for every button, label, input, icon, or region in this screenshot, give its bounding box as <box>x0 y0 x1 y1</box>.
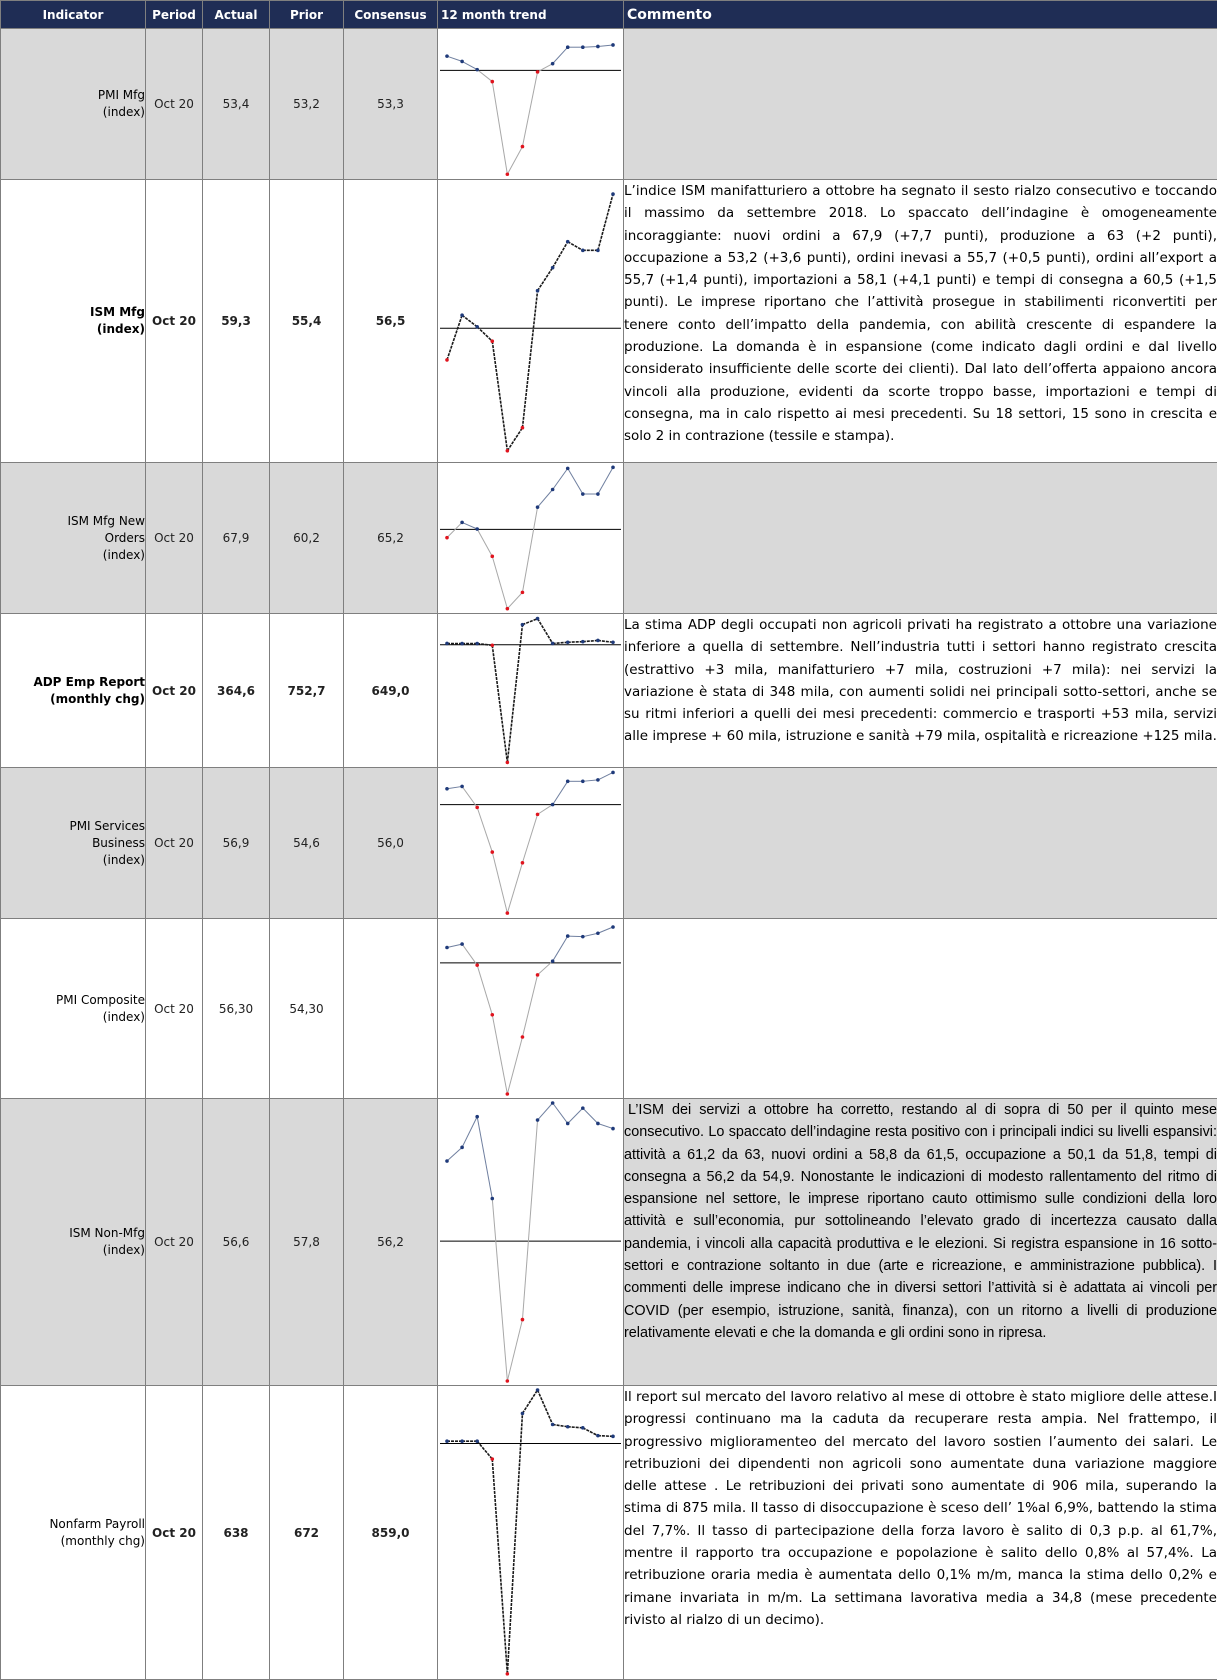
indicator-unit: (index) <box>1 1242 145 1259</box>
trend-point <box>536 813 540 817</box>
indicator-label: ISM Mfg <box>1 304 145 321</box>
trend-point <box>475 806 479 810</box>
trend-point <box>596 1122 600 1126</box>
prior-value: 672 <box>270 1386 344 1680</box>
table-row-pmi-services <box>1 768 1217 919</box>
trend-segment <box>553 468 568 489</box>
trend-segment <box>538 268 553 291</box>
trend-point <box>536 973 540 977</box>
trend-segment <box>598 194 613 250</box>
trend-chart <box>438 768 623 918</box>
indicator-unit: (index) <box>1 1009 145 1026</box>
trend-segment <box>462 315 477 327</box>
table-row-ism-mfg <box>1 180 1217 463</box>
trend-segment <box>553 642 568 643</box>
trend-point <box>566 934 570 938</box>
trend-segment <box>538 1390 553 1425</box>
actual-value: 56,9 <box>203 768 270 919</box>
trend-point <box>506 607 510 611</box>
actual-value: 638 <box>203 1386 270 1680</box>
trend-segment <box>583 46 598 47</box>
header-indicator: Indicator <box>1 1 146 29</box>
trend-segment <box>492 82 507 175</box>
trend-point <box>445 1159 449 1163</box>
trend-segment <box>477 327 492 341</box>
prior-value: 53,2 <box>270 29 344 180</box>
actual-value: 364,6 <box>203 614 270 768</box>
actual-value: 59,3 <box>203 180 270 463</box>
trend-segment <box>447 786 462 788</box>
trend-point <box>521 145 525 149</box>
table-row-ism-non-mfg <box>1 1099 1217 1386</box>
indicator-label: ADP Emp Report <box>1 674 145 691</box>
indicator-label: ISM Mfg New <box>1 513 145 530</box>
trend-point <box>475 963 479 967</box>
actual-value: 53,4 <box>203 29 270 180</box>
consensus-value <box>344 919 438 1099</box>
trend-point <box>566 1425 570 1429</box>
trend-segment <box>598 640 613 642</box>
trend-segment <box>462 1117 477 1148</box>
trend-point <box>536 70 540 74</box>
trend-segment <box>568 1108 583 1123</box>
indicator-name <box>1 180 146 463</box>
trend-segment <box>522 1120 537 1320</box>
trend-point <box>475 68 479 72</box>
trend-cell <box>438 614 624 768</box>
trend-point <box>490 850 494 854</box>
table-row-pmi-composite <box>1 919 1217 1099</box>
indicator-label: Nonfarm Payroll <box>1 1516 145 1533</box>
trend-segment <box>507 1037 522 1094</box>
indicator-name <box>1 919 146 1099</box>
trend-point <box>596 492 600 496</box>
trend-segment <box>598 1436 613 1437</box>
trend-segment <box>522 619 537 625</box>
trend-point <box>566 780 570 784</box>
comment-text: Il report sul mercato del lavoro relativo al mese di ottobre è stato migliore delle attese.I progressi continuano ma la caduta da recuperare resta ampia. Nel frattempo, il progressivo miglioramenteo del mercato del lavoro sostien l’aumento dei salari. Le retribuzioni dei dipendenti non agricoli sono aumentate duna variazione maggiore delle attese . Le retribuzioni dei privati sono aumentate di 906 mila, superando la stima di 875 mila. Il tasso di disoccupazione è sceso dell’ 1%al 6,9%, battendo la stima del 7,7%. Il tasso di partecipazione della forza lavoro è salito di 0,3 p.p. al 61,7%, mentre il rapporto tra occupazione e popolazione è salito dello 0,8% al 57,4%. La retribuzione oraria media è aumentata dello 0,1% m/m, manca la stima dello 0,2% e rimane invariata in m/m. La settimana lavorativa media a 34,8 (mese precedente rivisto al rialzo di un decimo). <box>624 1386 1217 1680</box>
trend-point <box>596 249 600 253</box>
trend-point <box>581 640 585 644</box>
trend-segment <box>522 507 537 592</box>
consensus-value: 53,3 <box>344 29 438 180</box>
trend-point <box>506 1379 510 1383</box>
comment-text <box>624 768 1217 919</box>
trend-segment <box>522 814 537 862</box>
trend-segment <box>492 1199 507 1381</box>
comment-text <box>624 463 1217 614</box>
trend-segment <box>507 1320 522 1381</box>
trend-point <box>581 1106 585 1110</box>
trend-point <box>460 942 464 946</box>
trend-segment <box>583 933 598 936</box>
indicator-name <box>1 614 146 768</box>
trend-segment <box>507 592 522 608</box>
trend-point <box>506 172 510 176</box>
trend-point <box>460 60 464 64</box>
period-value: Oct 20 <box>146 614 203 768</box>
table-row-nonfarm-payroll <box>1 1386 1217 1680</box>
trend-segment <box>553 781 568 804</box>
trend-segment <box>583 1428 598 1436</box>
actual-value: 56,6 <box>203 1099 270 1386</box>
indicator-name <box>1 1386 146 1680</box>
trend-point <box>581 935 585 939</box>
trend-segment <box>507 1413 522 1674</box>
trend-point <box>551 803 555 807</box>
trend-point <box>521 591 525 595</box>
consensus-value: 56,5 <box>344 180 438 463</box>
trend-chart <box>438 463 623 613</box>
trend-point <box>551 642 555 646</box>
indicator-unit: (monthly chg) <box>1 1533 145 1550</box>
trend-segment <box>507 863 522 913</box>
period-value: Oct 20 <box>146 180 203 463</box>
trend-segment <box>447 944 462 947</box>
trend-cell <box>438 29 624 180</box>
trend-segment <box>583 780 598 781</box>
indicator-unit: (monthly chg) <box>1 691 145 708</box>
trend-point <box>596 1434 600 1438</box>
trend-point <box>551 1423 555 1427</box>
prior-value: 55,4 <box>270 180 344 463</box>
trend-point <box>490 1013 494 1017</box>
trend-cell <box>438 463 624 614</box>
indicator-label: PMI Mfg <box>1 87 145 104</box>
trend-segment <box>447 522 462 537</box>
trend-point <box>611 771 615 775</box>
trend-segment <box>583 640 598 641</box>
trend-segment <box>462 522 477 529</box>
period-value: Oct 20 <box>146 1386 203 1680</box>
trend-cell <box>438 1099 624 1386</box>
trend-point <box>490 1457 494 1461</box>
trend-segment <box>477 1117 492 1199</box>
trend-segment <box>538 1103 553 1120</box>
trend-point <box>475 325 479 329</box>
trend-segment <box>492 341 507 451</box>
trend-point <box>506 1672 510 1676</box>
trend-segment <box>522 975 537 1037</box>
trend-segment <box>447 315 462 360</box>
trend-segment <box>538 805 553 815</box>
trend-point <box>566 240 570 244</box>
trend-segment <box>538 490 553 508</box>
header-period: Period <box>146 1 203 29</box>
trend-point <box>521 426 525 430</box>
trend-point <box>566 45 570 49</box>
trend-point <box>581 45 585 49</box>
trend-segment <box>522 72 537 147</box>
consensus-value: 65,2 <box>344 463 438 614</box>
trend-segment <box>492 1459 507 1674</box>
actual-value: 67,9 <box>203 463 270 614</box>
trend-segment <box>598 467 613 494</box>
trend-segment <box>507 147 522 175</box>
actual-value: 56,30 <box>203 919 270 1099</box>
trend-point <box>445 946 449 950</box>
trend-point <box>596 639 600 643</box>
trend-segment <box>538 619 553 644</box>
trend-point <box>551 62 555 66</box>
period-value: Oct 20 <box>146 29 203 180</box>
table-row-adp-emp-report <box>1 614 1217 768</box>
trend-point <box>596 45 600 49</box>
consensus-value: 859,0 <box>344 1386 438 1680</box>
trend-segment <box>598 45 613 46</box>
indicator-label-2: Orders <box>1 530 145 547</box>
trend-segment <box>553 242 568 268</box>
consensus-value: 56,2 <box>344 1099 438 1386</box>
trend-point <box>611 1435 615 1439</box>
trend-point <box>551 1101 555 1105</box>
prior-value: 54,30 <box>270 919 344 1099</box>
trend-segment <box>522 291 537 428</box>
trend-cell <box>438 1386 624 1680</box>
trend-cell <box>438 768 624 919</box>
table-row-ism-mfg-new-orders <box>1 463 1217 614</box>
trend-segment <box>568 936 583 937</box>
trend-point <box>475 642 479 646</box>
trend-chart <box>438 1386 623 1679</box>
trend-point <box>475 527 479 531</box>
trend-segment <box>492 645 507 762</box>
trend-point <box>581 780 585 784</box>
trend-point <box>490 80 494 84</box>
indicator-label: PMI Services <box>1 818 145 835</box>
period-value: Oct 20 <box>146 768 203 919</box>
comment-text: L’indice ISM manifatturiero a ottobre ha segnato il sesto rialzo consecutivo e toccando il massimo da settembre 2018. Lo spaccato dell’indagine è omogeneamente incoraggiante: nuovi ordini a 67,9 (+7,7 punti), produzione a 63 (+2 punti), occupazione a 53,2 (+3,6 punti), ordini inevasi a 55,7 (+0,5 punti), ordini all’export a 55,7 (+1,4 punti), importazioni a 58,1 (+4,1 punti) e tempi di consegna a 60,5 (+1,5 punti). Le imprese riportano che l’attività prosegue in stabilimenti riconvertiti per tenere conto dell’impatto della pandemia, con abilità crescente di espandere la produzione. La domanda è in espansione (come indicato dagli ordini e dal livello considerato insufficiente delle scorte dei clienti). Dal lato dell’offerta appaiono ancora vincoli alla produzione, evidenti da scorte troppo basse, importazioni e tempi di consegna, ma in calo rispetto ai mesi precedenti. Su 18 settori, 15 sono in crescita e solo 2 in contrazione (tessile e stampa). <box>624 180 1217 463</box>
trend-point <box>506 1092 510 1096</box>
trend-point <box>581 1426 585 1430</box>
trend-point <box>551 488 555 492</box>
trend-chart <box>438 1099 623 1385</box>
trend-segment <box>492 852 507 913</box>
trend-point <box>536 1388 540 1392</box>
indicator-name <box>1 768 146 919</box>
trend-point <box>490 555 494 559</box>
trend-point <box>475 1115 479 1119</box>
trend-segment <box>477 70 492 82</box>
trend-segment <box>477 529 492 556</box>
trend-segment <box>507 625 522 763</box>
prior-value: 57,8 <box>270 1099 344 1386</box>
trend-point <box>611 925 615 929</box>
trend-point <box>490 339 494 343</box>
trend-segment <box>598 927 613 933</box>
trend-point <box>536 289 540 293</box>
trend-chart <box>438 29 623 179</box>
trend-point <box>521 623 525 627</box>
comment-text: L’ISM dei servizi a ottobre ha corretto, restando al di sopra di 50 per il quinto mese consecutivo. Lo spaccato dell’indagine resta positivo con i principali indici su livelli espansivi: attività a 61,2 da 63, nuovi ordini a 58,8 da 61,5, occupazione a 50,1 da 51,8, tempi di consegna a 56,2 da 54,9. Nonostante le indicazioni di modesto rallentamento del ritmo di espansione nel settore, le imprese riportano cauto ottimismo sulle condizioni della loro attività e sull’economia, pur sottolineando l’elevato grado di incertezza causato dalla pandemia, i vincoli alla capacità produttiva e le elezioni. Si registra espansione in 16 sotto-settori e contrazione soltanto in due (arte e ricreazione, e amministrazione pubblica). I commenti delle imprese indicano che in diversi settori l’attività si è adattata ai vincoli per COVID (per esempio, istruzione, sanità, finanza), con un ritorno a livelli di produzione relativamente elevati e che la domanda e gli ordini sono in ripresa. <box>624 1099 1217 1386</box>
trend-point <box>611 466 615 470</box>
indicator-label-2: Business <box>1 835 145 852</box>
indicator-unit: (index) <box>1 852 145 869</box>
trend-segment <box>492 556 507 608</box>
trend-segment <box>553 1425 568 1427</box>
consensus-value: 649,0 <box>344 614 438 768</box>
header-comment: Commento <box>624 1 1217 29</box>
trend-point <box>506 449 510 453</box>
trend-point <box>445 642 449 646</box>
header-row <box>1 1 1217 29</box>
trend-point <box>596 931 600 935</box>
period-value: Oct 20 <box>146 1099 203 1386</box>
trend-segment <box>568 1427 583 1428</box>
trend-segment <box>507 428 522 451</box>
trend-point <box>611 640 615 644</box>
trend-point <box>506 761 510 765</box>
comment-text <box>624 919 1217 1099</box>
trend-segment <box>568 242 583 251</box>
indicator-name <box>1 1099 146 1386</box>
trend-point <box>445 787 449 791</box>
prior-value: 60,2 <box>270 463 344 614</box>
trend-segment <box>583 1108 598 1123</box>
trend-point <box>460 1146 464 1150</box>
trend-segment <box>447 56 462 61</box>
trend-point <box>475 1439 479 1443</box>
indicator-label: ISM Non-Mfg <box>1 1225 145 1242</box>
trend-segment <box>553 936 568 961</box>
comment-text: La stima ADP degli occupati non agricoli privati ha registrato a ottobre una variazione inferiore a quella di settembre. Nell’industria tutti i settori hanno registrato crescita (estrattivo +3 mila, manifatturiero +7 mila, costruzioni +7 mila): nei servizi la variazione è stata di 348 mila, con aumenti solidi nei principali sotto-settori, anche se su ritmi inferiori a quelli dei mesi precedenti: commercio e trasporti +53 mila, servizi alle imprese + 60 mila, istruzione e sanità +79 mila, ospitalità e ricreazione +125 mila. <box>624 614 1217 768</box>
trend-segment <box>492 1015 507 1094</box>
prior-value: 54,6 <box>270 768 344 919</box>
trend-point <box>611 192 615 196</box>
trend-point <box>536 505 540 509</box>
trend-point <box>611 1127 615 1131</box>
trend-point <box>596 778 600 782</box>
indicator-label: PMI Composite <box>1 992 145 1009</box>
trend-chart <box>438 614 623 767</box>
indicator-unit: (index) <box>1 547 145 564</box>
trend-point <box>460 313 464 317</box>
trend-point <box>551 266 555 270</box>
trend-point <box>490 1197 494 1201</box>
trend-segment <box>553 47 568 63</box>
indicator-name <box>1 463 146 614</box>
trend-segment <box>447 1147 462 1161</box>
trend-point <box>566 467 570 471</box>
trend-point <box>445 54 449 58</box>
trend-point <box>536 617 540 621</box>
trend-segment <box>477 965 492 1015</box>
trend-segment <box>598 1123 613 1128</box>
comment-text <box>624 29 1217 180</box>
trend-point <box>581 249 585 253</box>
trend-point <box>581 492 585 496</box>
trend-segment <box>522 1390 537 1413</box>
period-value: Oct 20 <box>146 919 203 1099</box>
trend-point <box>460 785 464 789</box>
trend-point <box>611 43 615 47</box>
trend-point <box>506 911 510 915</box>
trend-point <box>460 1439 464 1443</box>
trend-point <box>521 1035 525 1039</box>
indicator-unit: (index) <box>1 104 145 121</box>
trend-segment <box>598 772 613 779</box>
header-prior: Prior <box>270 1 344 29</box>
header-actual: Actual <box>203 1 270 29</box>
trend-point <box>536 1118 540 1122</box>
header-trend: 12 month trend <box>438 1 624 29</box>
trend-point <box>521 1412 525 1416</box>
trend-segment <box>568 642 583 643</box>
trend-cell <box>438 919 624 1099</box>
trend-cell <box>438 180 624 463</box>
trend-chart <box>438 180 623 462</box>
indicator-unit: (index) <box>1 321 145 338</box>
prior-value: 752,7 <box>270 614 344 768</box>
trend-point <box>566 640 570 644</box>
trend-point <box>566 1122 570 1126</box>
period-value: Oct 20 <box>146 463 203 614</box>
consensus-value: 56,0 <box>344 768 438 919</box>
trend-point <box>445 536 449 540</box>
trend-point <box>521 1318 525 1322</box>
trend-segment <box>462 61 477 69</box>
trend-point <box>460 642 464 646</box>
trend-chart <box>438 919 623 1098</box>
trend-point <box>445 358 449 362</box>
trend-point <box>490 644 494 648</box>
trend-segment <box>477 807 492 852</box>
indicator-name <box>1 29 146 180</box>
trend-point <box>460 521 464 525</box>
trend-point <box>551 959 555 963</box>
table-row-pmi-mfg <box>1 29 1217 180</box>
trend-segment <box>568 468 583 494</box>
header-consensus: Consensus <box>344 1 438 29</box>
trend-point <box>445 1439 449 1443</box>
trend-segment <box>553 1103 568 1123</box>
trend-segment <box>462 944 477 965</box>
trend-point <box>521 861 525 865</box>
